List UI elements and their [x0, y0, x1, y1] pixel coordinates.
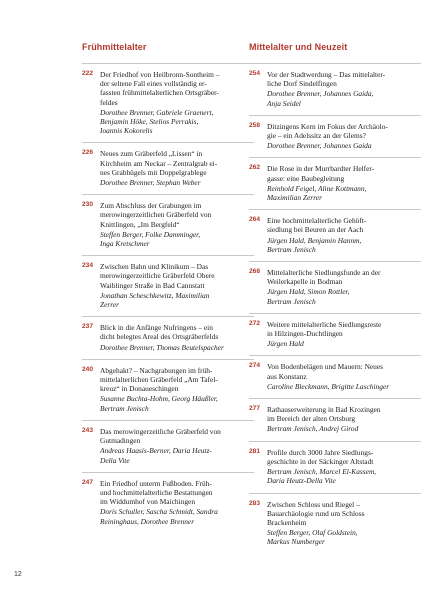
toc-entry-authors: Reinhold Feigel, Aline Kottmann, Maximilian Zerrer [267, 183, 367, 203]
toc-entry[interactable] [82, 63, 254, 142]
toc-entry-authors: Jonathan Scheschkewitz, Maximilian Zerrer [100, 290, 210, 310]
toc-entry-authors: Dorothee Brenner, Thomas Beutelspacher [100, 342, 224, 352]
toc-page-number: 234 [82, 262, 94, 270]
toc-entry[interactable] [82, 359, 254, 420]
toc-entry-title: Neues zum Gräberfeld „Lissen“ in Kirchheim am Neckar – Zentralgrab ei- nes Grabhügels mit Doppelgrablege [100, 149, 218, 177]
toc-entry-title: Profile durch 3000 Jahre Siedlungs- geschichte in der Säckinger Altstadt [267, 447, 374, 466]
toc-entry-title: Zwischen Bahn und Klinikum – Das merowingerzeitliche Gräberfeld Obere Waiblinger Straße in Bad Cannstatt [100, 262, 215, 290]
toc-entry-title: Das merowingerzeitliche Gräberfeld von Gutmadingen [100, 426, 221, 446]
section-title: Frühmittelalter [82, 42, 147, 52]
toc-entry-authors: Bertram Jenisch, Andrej Girod [267, 424, 359, 434]
toc-entry-title: Weitere mittelalterliche Siedlungsreste in Hilzingen-Duchtlingen [267, 319, 382, 339]
toc-page-number: 274 [249, 362, 261, 370]
toc-entry[interactable] [249, 261, 421, 313]
toc-entry-title: Der Friedhof von Heilbronn-Sontheim – der seltene Fall eines vollständig er- fassten frühmittelalterlichen Ortsgräber- feldes [100, 70, 220, 107]
toc-list [249, 63, 421, 554]
toc-entry[interactable] [249, 115, 421, 158]
toc-page-number: 268 [249, 268, 261, 276]
toc-page-number: 222 [82, 70, 94, 77]
toc-entry[interactable] [82, 316, 254, 359]
toc-entry-title: Eine hochmittelalterliche Gehöft- siedlung bei Beuren an der Aach [267, 216, 367, 235]
toc-entry[interactable] [82, 194, 254, 255]
toc-entry[interactable] [82, 472, 254, 533]
toc-entry-title: Vor der Stadtwerdung – Das mittelalter- liche Dorf Sindelfingen [267, 70, 386, 89]
toc-entry[interactable] [82, 420, 254, 472]
toc-entry-authors: Dorothee Brenner, Gabriele Graenert, Benjamin Höke, Stelios Perrakis, Ioannis Kokorelis [100, 107, 214, 136]
toc-page-number: 262 [249, 164, 261, 172]
column-mittelalter-neuzeit [249, 42, 421, 554]
toc-page-number: 283 [249, 499, 261, 507]
toc-page-number: 247 [82, 478, 94, 486]
toc-page-number: 264 [249, 216, 261, 224]
page-number: 12 [14, 571, 22, 578]
toc-page-number: 240 [82, 365, 94, 373]
toc-page-number: 258 [249, 121, 261, 129]
toc-entry-title: Rathauserweiterung in Bad Krozingen im Bereich der alten Ortsburg [267, 405, 381, 424]
section-title: Mittelalter und Neuzeit [249, 42, 348, 52]
toc-entry-authors: Steffen Berger, Folke Damminger, Inga Kretschmer [100, 229, 201, 249]
toc-entry-authors: Dorothee Brenner, Stephan Weber [100, 178, 201, 188]
toc-entry[interactable] [82, 255, 254, 316]
toc-entry[interactable] [249, 157, 421, 209]
toc-entry-authors: Bertram Jenisch, Marcel El-Kassem, Daria Heutz-Della Vite [267, 467, 377, 486]
toc-page-number: 230 [82, 201, 94, 209]
toc-page-number: 281 [249, 447, 261, 455]
toc-entry[interactable] [249, 441, 421, 493]
toc-entry-authors: Jürgen Hald [267, 339, 304, 349]
toc-entry-authors: Dorothee Brenner, Johannes Gaida, Anja Seidel [267, 89, 374, 108]
toc-page-number: 237 [82, 323, 94, 331]
toc-entry-authors: Steffen Berger, Olaf Goldstein, Markus Numberger [267, 528, 358, 547]
toc-entry-title: Zwischen Schloss und Riegel – Bauarchäologie rund um Schloss Brackenheim [267, 499, 365, 527]
toc-entry-title: Mittelalterliche Siedlungsfunde an der Weilerkapelle in Bodman [267, 268, 381, 287]
toc-entry-authors: Doris Schuller, Sascha Schmidt, Sandra Reininghaus, Dorothee Brenner [100, 507, 218, 526]
toc-entry-authors: Susanne Buchta-Hohm, Georg Häußler, Bertram Jenisch [100, 394, 218, 413]
toc-entry-title: Ein Friedhof unterm Fußboden. Früh- und hochmittelalterliche Bestattungen im Widdumhof von Maichingen [100, 478, 213, 507]
toc-entry[interactable] [249, 398, 421, 441]
toc-entry[interactable] [249, 493, 421, 554]
toc-entry[interactable] [249, 209, 421, 261]
toc-entry-title: Die Rose in der Murrbardter Helfer- gasse: eine Baubegleitung [267, 164, 375, 183]
toc-entry[interactable] [249, 355, 421, 398]
toc-entry[interactable] [249, 313, 421, 356]
toc-entry[interactable] [82, 142, 254, 194]
toc-entry-authors: Caroline Bleckmann, Brigitte Laschinger [267, 381, 390, 391]
toc-entry-authors: Jürgen Hald, Benjamin Hannm, Bertram Jenisch [267, 235, 362, 254]
column-fruehmittelalter [82, 42, 254, 533]
toc-entry-authors: Dorothee Brenner, Johannes Gaida [267, 141, 372, 151]
toc-entry-authors: Jürgen Hald, Simon Rottler, Bertram Jenisch [267, 287, 350, 306]
toc-entry[interactable] [249, 63, 421, 115]
toc-entry-title: Abgehakt? – Nachgrabungen im früh- mittelalterlichen Gräberfeld „Am Tafel- kreuz“ in Donaueschingen [100, 365, 218, 394]
toc-list [82, 63, 254, 533]
toc-page-number: 277 [249, 405, 261, 413]
toc-entry-title: Von Bodenbelägen und Mauern: Neues aus Konstanz [267, 362, 384, 381]
toc-entry-title: Zum Abschluss der Grabungen im merowingerzeitlichen Gräberfeld von Knittlingen, „Im Bergfeld“ [100, 201, 212, 229]
toc-page-number: 272 [249, 319, 261, 327]
toc-entry-title: Blick in die Anfänge Nufringens – ein dicht belegtes Areal des Ortsgräberfelds [100, 323, 219, 342]
toc-page-number: 254 [249, 70, 261, 77]
toc-page-number: 243 [82, 426, 94, 434]
toc-page-number: 226 [82, 149, 94, 157]
toc-entry-authors: Andreas Haasis-Berner, Daria Heutz- Della Vite [100, 446, 212, 465]
toc-entry-title: Ditzingens Kern im Fokus der Archäolo- gie – ein Adelssitz an der Glems? [267, 121, 388, 141]
